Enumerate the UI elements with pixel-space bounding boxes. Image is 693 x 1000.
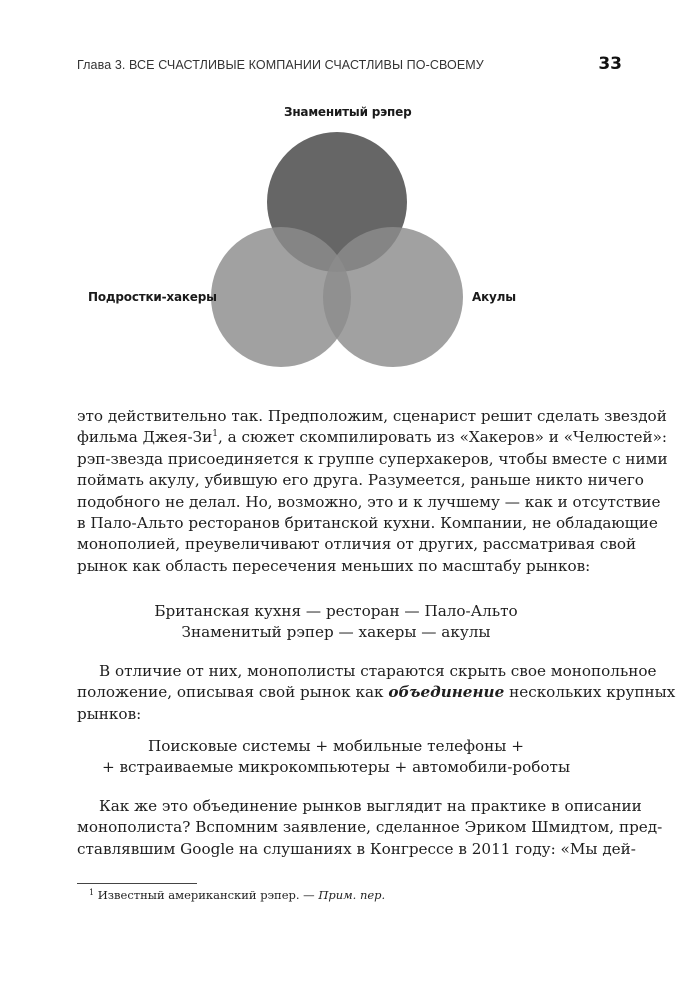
paragraph-2 — [77, 661, 676, 725]
text-line: в Пало-Альто ресторанов британской кухни. Компании, не обладающие — [77, 513, 658, 532]
text-line: В отличие от них, монополисты стараются скрыть свое монопольное — [99, 662, 657, 680]
text-line — [77, 427, 668, 448]
venn-diagram — [0, 0, 693, 400]
text-line: Как же это объединение рынков выглядит на практике в описании — [99, 797, 642, 815]
text-segment: , а сюжет скомпилировать из «Хакеров» и «Челюстей»: — [217, 428, 668, 447]
page-number: 33 — [598, 54, 622, 74]
emphasis-text: объединение — [388, 683, 505, 702]
text-line: поймать акулу, убившую его друга. Разумеется, раньше никто ничего — [77, 471, 644, 490]
example-line: + встраиваемые микрокомпьютеры + автомобили-роботы — [101, 758, 571, 777]
example-line: Британская кухня — ресторан — Пало-Альто — [154, 602, 518, 620]
text-line: подобного не делал. Но, возможно, это и к лучшему — как и отсутствие — [77, 492, 661, 511]
footnote-divider — [77, 883, 197, 884]
translator-note: Прим. пер. — [318, 888, 386, 902]
example-line: Знаменитый рэпер — хакеры — акулы — [181, 623, 491, 642]
paragraph-3 — [77, 796, 663, 860]
text-line: монополиста? Вспомним заявление, сделанное Эриком Шмидтом, пред- — [77, 818, 663, 837]
label-teen-hackers: Подростки-хакеры — [88, 290, 217, 304]
text-line — [77, 682, 676, 703]
text-segment: положение, описывая свой рынок как — [77, 683, 389, 702]
text-line: монополией, преувеличивают отличия от других, рассматривая свой — [77, 535, 637, 554]
label-sharks: Акулы — [472, 290, 516, 304]
circle-sharks — [323, 227, 463, 367]
text-segment: фильма Джея-Зи — [77, 428, 213, 447]
footnote-reference: 1 — [212, 429, 218, 440]
text-line: рынков: — [77, 704, 142, 723]
example-list-2 — [77, 736, 595, 779]
text-line: рэп-звезда присоединяется к группе суперхакеров, чтобы вместе с ними — [77, 449, 668, 468]
example-list-1 — [77, 601, 595, 644]
text-line: рынок как область пересечения меньших по масштабу рынков: — [77, 556, 591, 575]
footnote-text: Известный американский рэпер. — — [97, 888, 319, 902]
text-line: это действительно так. Предположим, сценарист решит сделать звездой — [77, 407, 667, 425]
text-line: ставлявшим Google на слушаниях в Конгрессе в 2011 году: «Мы дей- — [77, 839, 636, 858]
text-segment: нескольких крупных — [504, 683, 676, 702]
footnote-number: 1 — [89, 888, 95, 897]
example-line: Поисковые системы + мобильные телефоны + — [148, 737, 524, 755]
label-famous-rapper: Знаменитый рэпер — [284, 105, 412, 119]
footnote — [89, 888, 385, 902]
chapter-title: Глава 3. ВСЕ СЧАСТЛИВЫЕ КОМПАНИИ СЧАСТЛИВЫ ПО-СВОЕМУ — [77, 58, 484, 72]
paragraph-1 — [77, 406, 668, 577]
